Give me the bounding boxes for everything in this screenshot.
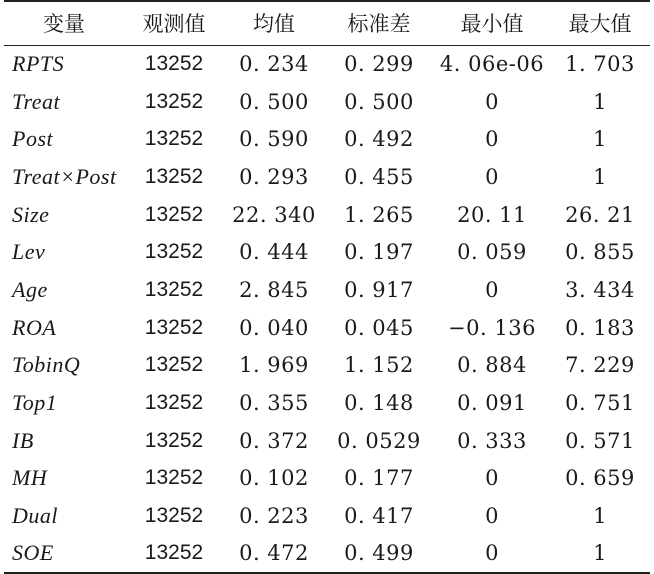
cell-min: 0 (485, 541, 499, 566)
cell-max: 3. 434 (565, 277, 635, 302)
cell-mean: 1. 969 (239, 353, 309, 378)
cell-std-dev: 0. 148 (344, 391, 414, 416)
cell-std-dev: 0. 197 (344, 240, 414, 265)
cell-max: 0. 571 (565, 428, 635, 453)
cell-variable: IB (12, 427, 34, 453)
cell-observations: 13252 (144, 541, 204, 565)
cell-max: 1 (593, 127, 607, 152)
cell-observations: 13252 (144, 240, 204, 264)
cell-variable: Top1 (12, 390, 58, 416)
cell-variable: ROA (12, 314, 57, 340)
cell-max: 7. 229 (565, 353, 635, 378)
table-body (4, 45, 650, 573)
cell-observations: 13252 (144, 504, 204, 528)
cell-min: 0 (485, 504, 499, 529)
cell-variable: Treat (12, 88, 61, 114)
cell-observations: 13252 (144, 466, 204, 490)
cell-observations: 13252 (144, 428, 204, 452)
cell-max: 1 (593, 164, 607, 189)
cell-variable: MH (12, 465, 48, 491)
table-row (4, 120, 650, 158)
cell-min: 0 (485, 277, 499, 302)
table-row (4, 158, 650, 196)
header-variable: 变量 (43, 12, 85, 37)
cell-std-dev: 0. 177 (344, 466, 414, 491)
table-row (4, 309, 650, 347)
cell-observations: 13252 (144, 89, 204, 113)
table-row (4, 83, 650, 121)
cell-mean: 22. 340 (232, 202, 316, 227)
table-row (4, 45, 650, 83)
cell-max: 1 (593, 89, 607, 114)
header-observations: 观测值 (142, 12, 206, 37)
cell-min: 0. 884 (457, 353, 527, 378)
cell-min: 0. 333 (457, 428, 527, 453)
cell-mean: 2. 845 (239, 277, 309, 302)
cell-variable: Age (12, 276, 48, 302)
cell-min: 0 (485, 164, 499, 189)
cell-observations: 13252 (144, 391, 204, 415)
table-row (4, 422, 650, 460)
cell-min: 0. 059 (457, 240, 527, 265)
cell-std-dev: 0. 500 (344, 89, 414, 114)
cell-mean: 0. 500 (239, 89, 309, 114)
cell-variable: SOE (12, 540, 54, 566)
header-min: 最小值 (460, 12, 524, 37)
table-row (4, 196, 650, 234)
table-row (4, 347, 650, 385)
cell-mean: 0. 590 (239, 127, 309, 152)
cell-min: 0 (485, 89, 499, 114)
cell-variable: Treat×Post (12, 163, 117, 189)
cell-std-dev: 0. 917 (344, 277, 414, 302)
cell-mean: 0. 293 (239, 164, 309, 189)
cell-observations: 13252 (144, 353, 204, 377)
cell-mean: 0. 234 (239, 52, 309, 77)
cell-std-dev: 0. 455 (344, 164, 414, 189)
cell-mean: 0. 372 (239, 428, 309, 453)
table-header (4, 1, 650, 45)
header-std-dev: 标准差 (347, 12, 411, 37)
cell-mean: 0. 040 (239, 315, 309, 340)
cell-mean: 0. 472 (239, 541, 309, 566)
cell-variable: RPTS (12, 51, 65, 77)
cell-mean: 0. 444 (239, 240, 309, 265)
table-row (4, 233, 650, 271)
cell-max: 0. 855 (565, 240, 635, 265)
cell-max: 0. 751 (565, 391, 635, 416)
cell-std-dev: 0. 417 (344, 504, 414, 529)
cell-max: 0. 183 (565, 315, 635, 340)
header-mean: 均值 (253, 12, 295, 37)
cell-min: −0. 136 (448, 315, 536, 340)
cell-max: 0. 659 (565, 466, 635, 491)
cell-min: 0 (485, 127, 499, 152)
cell-std-dev: 0. 499 (344, 541, 414, 566)
header-row (4, 1, 650, 45)
cell-min: 4. 06e-06 (439, 52, 545, 77)
table-row (4, 271, 650, 309)
cell-observations: 13252 (144, 127, 204, 151)
cell-observations: 13252 (144, 277, 204, 301)
cell-variable: Dual (12, 503, 58, 529)
table-row (4, 497, 650, 535)
table-row (4, 460, 650, 498)
table-row (4, 535, 650, 573)
cell-mean: 0. 355 (239, 391, 309, 416)
cell-std-dev: 1. 152 (344, 353, 414, 378)
header-max: 最大值 (568, 12, 632, 37)
cell-max: 1 (593, 541, 607, 566)
cell-min: 20. 11 (457, 202, 527, 227)
cell-mean: 0. 223 (239, 504, 309, 529)
cell-std-dev: 0. 299 (344, 52, 414, 77)
cell-mean: 0. 102 (239, 466, 309, 491)
cell-std-dev: 1. 265 (344, 202, 414, 227)
cell-max: 26. 21 (565, 202, 635, 227)
cell-variable: Lev (12, 239, 46, 265)
cell-min: 0. 091 (457, 391, 527, 416)
cell-observations: 13252 (144, 315, 204, 339)
cell-variable: Size (12, 201, 50, 227)
cell-std-dev: 0. 045 (344, 315, 414, 340)
cell-max: 1. 703 (565, 52, 635, 77)
cell-observations: 13252 (144, 52, 204, 76)
descriptive-statistics-table (4, 0, 650, 574)
cell-variable: Post (12, 126, 54, 152)
cell-observations: 13252 (144, 164, 204, 188)
table-row (4, 384, 650, 422)
cell-variable: TobinQ (12, 352, 81, 378)
cell-observations: 13252 (144, 202, 204, 226)
cell-min: 0 (485, 466, 499, 491)
cell-std-dev: 0. 0529 (337, 428, 421, 453)
cell-max: 1 (593, 504, 607, 529)
cell-std-dev: 0. 492 (344, 127, 414, 152)
